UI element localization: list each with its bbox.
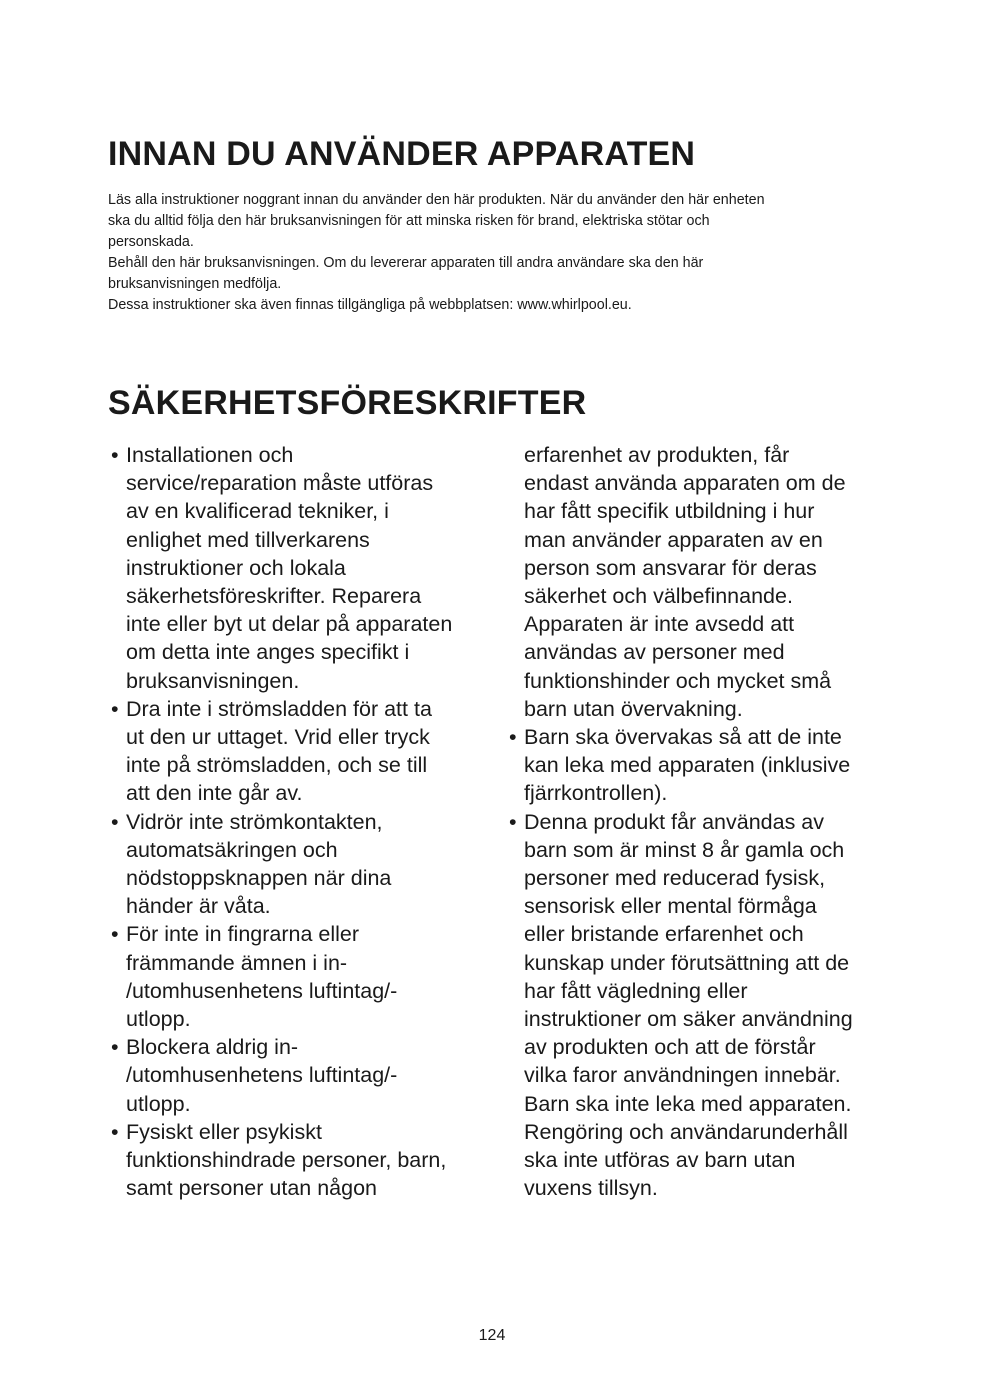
text-line: av produkten och att de förstår — [524, 1035, 816, 1060]
text-line: /utomhusenhetens luftintag/- — [126, 978, 398, 1003]
bullet-item-line: • Fysiskt eller psykiskt — [108, 1118, 488, 1146]
text-line: säkerhetsföreskrifter. Reparera — [126, 584, 422, 609]
text-line: endast använda apparaten om de — [524, 471, 846, 496]
text-line: främmande ämnen i in- — [126, 950, 348, 975]
text-line: barn som är minst 8 år gamla och — [524, 837, 845, 862]
text-line: utlopp. — [126, 1007, 191, 1032]
text-line: eller bristande erfarenhet och — [524, 922, 804, 947]
text-line: att den inte går av. — [126, 781, 303, 806]
text-line: har fått vägledning eller — [524, 978, 748, 1003]
text-line: funktionshinder och mycket små — [524, 668, 832, 693]
text-line: erfarenhet av produkten, får — [524, 443, 790, 467]
text-line: person som ansvarar för deras — [524, 555, 817, 580]
text-line: Apparaten är inte avsedd att — [524, 612, 795, 637]
intro-line: Behåll den här bruksanvisningen. Om du levererar apparaten till andra användare ska den här — [108, 255, 704, 271]
text-line: bruksanvisningen. — [126, 668, 300, 693]
bullet-item-line: • Blockera aldrig in- — [108, 1033, 488, 1061]
text-line: Barn ska inte leka med apparaten. — [524, 1091, 852, 1116]
intro-line: bruksanvisningen medfölja. — [108, 276, 282, 292]
text-line: service/reparation måste utföras — [126, 471, 434, 496]
text-line: Rengöring och användarunderhåll — [524, 1119, 848, 1144]
intro-line: personskada. — [108, 234, 194, 250]
text-line: enlighet med tillverkarens — [126, 527, 370, 552]
text-line: personer med reducerad fysisk, — [524, 866, 826, 891]
section-title: SÄKERHETSFÖRESKRIFTER — [108, 384, 587, 422]
bullet-item-line: • Dra inte i strömsladden för att ta — [108, 695, 488, 723]
text-line: händer är våta. — [126, 894, 271, 919]
bullet-item-line: • Denna produkt får användas av — [506, 808, 886, 836]
text-line: säkerhet och välbefinnande. — [524, 584, 793, 609]
intro-line: Läs alla instruktioner noggrant innan du använder den här produkten. När du använder den här enheten — [108, 192, 765, 208]
text-line: fjärrkontrollen). — [524, 781, 668, 806]
text-line: av en kvalificerad tekniker, i — [126, 499, 389, 524]
text-line: vuxens tillsyn. — [524, 1176, 658, 1201]
text-line: nödstoppsknappen när dina — [126, 866, 392, 891]
text-line: automatsäkringen och — [126, 837, 338, 862]
intro-line: Dessa instruktioner ska även finnas tillgängliga på webbplatsen: www.whirlpool.eu. — [108, 297, 632, 313]
text-line: instruktioner om säker användning — [524, 1007, 853, 1032]
text-line: barn utan övervakning. — [524, 696, 743, 721]
text-line: kunskap under förutsättning att de — [524, 950, 850, 975]
text-line: användas av personer med — [524, 640, 785, 665]
right-column — [506, 441, 886, 1202]
text-line: instruktioner och lokala — [126, 555, 346, 580]
text-line: har fått specifik utbildning i hur — [524, 499, 815, 524]
text-line: kan leka med apparaten (inklusive — [524, 753, 851, 778]
text-line: ska inte utföras av barn utan — [524, 1148, 796, 1173]
bullet-item-line: • För inte in fingrarna eller — [108, 920, 488, 948]
text-line: samt personer utan någon — [126, 1176, 377, 1201]
text-line: sensorisk eller mental förmåga — [524, 894, 817, 919]
bullet-item-line: • Installationen och — [108, 441, 488, 469]
left-column — [108, 441, 488, 1202]
text-line: inte på strömsladden, och se till — [126, 753, 428, 778]
page-number: 124 — [478, 1327, 506, 1344]
text-line: funktionshindrade personer, barn, — [126, 1148, 447, 1173]
text-line: man använder apparaten av en — [524, 527, 823, 552]
bullet-item-line: • Barn ska övervakas så att de inte — [506, 723, 886, 751]
text-line: /utomhusenhetens luftintag/- — [126, 1063, 398, 1088]
intro-paragraph — [108, 190, 868, 316]
text-line: inte eller byt ut delar på apparaten — [126, 612, 453, 637]
text-line: utlopp. — [126, 1091, 191, 1116]
text-line: ut den ur uttaget. Vrid eller tryck — [126, 725, 430, 750]
page-title: INNAN DU ANVÄNDER APPARATEN — [108, 135, 696, 173]
text-line: vilka faror användningen innebär. — [524, 1063, 841, 1088]
bullet-item-line: • Vidrör inte strömkontakten, — [108, 808, 488, 836]
intro-line: ska du alltid följa den här bruksanvisningen för att minska risken för brand, elektriska stötar och — [108, 213, 710, 229]
text-line: om detta inte anges specifikt i — [126, 640, 410, 665]
